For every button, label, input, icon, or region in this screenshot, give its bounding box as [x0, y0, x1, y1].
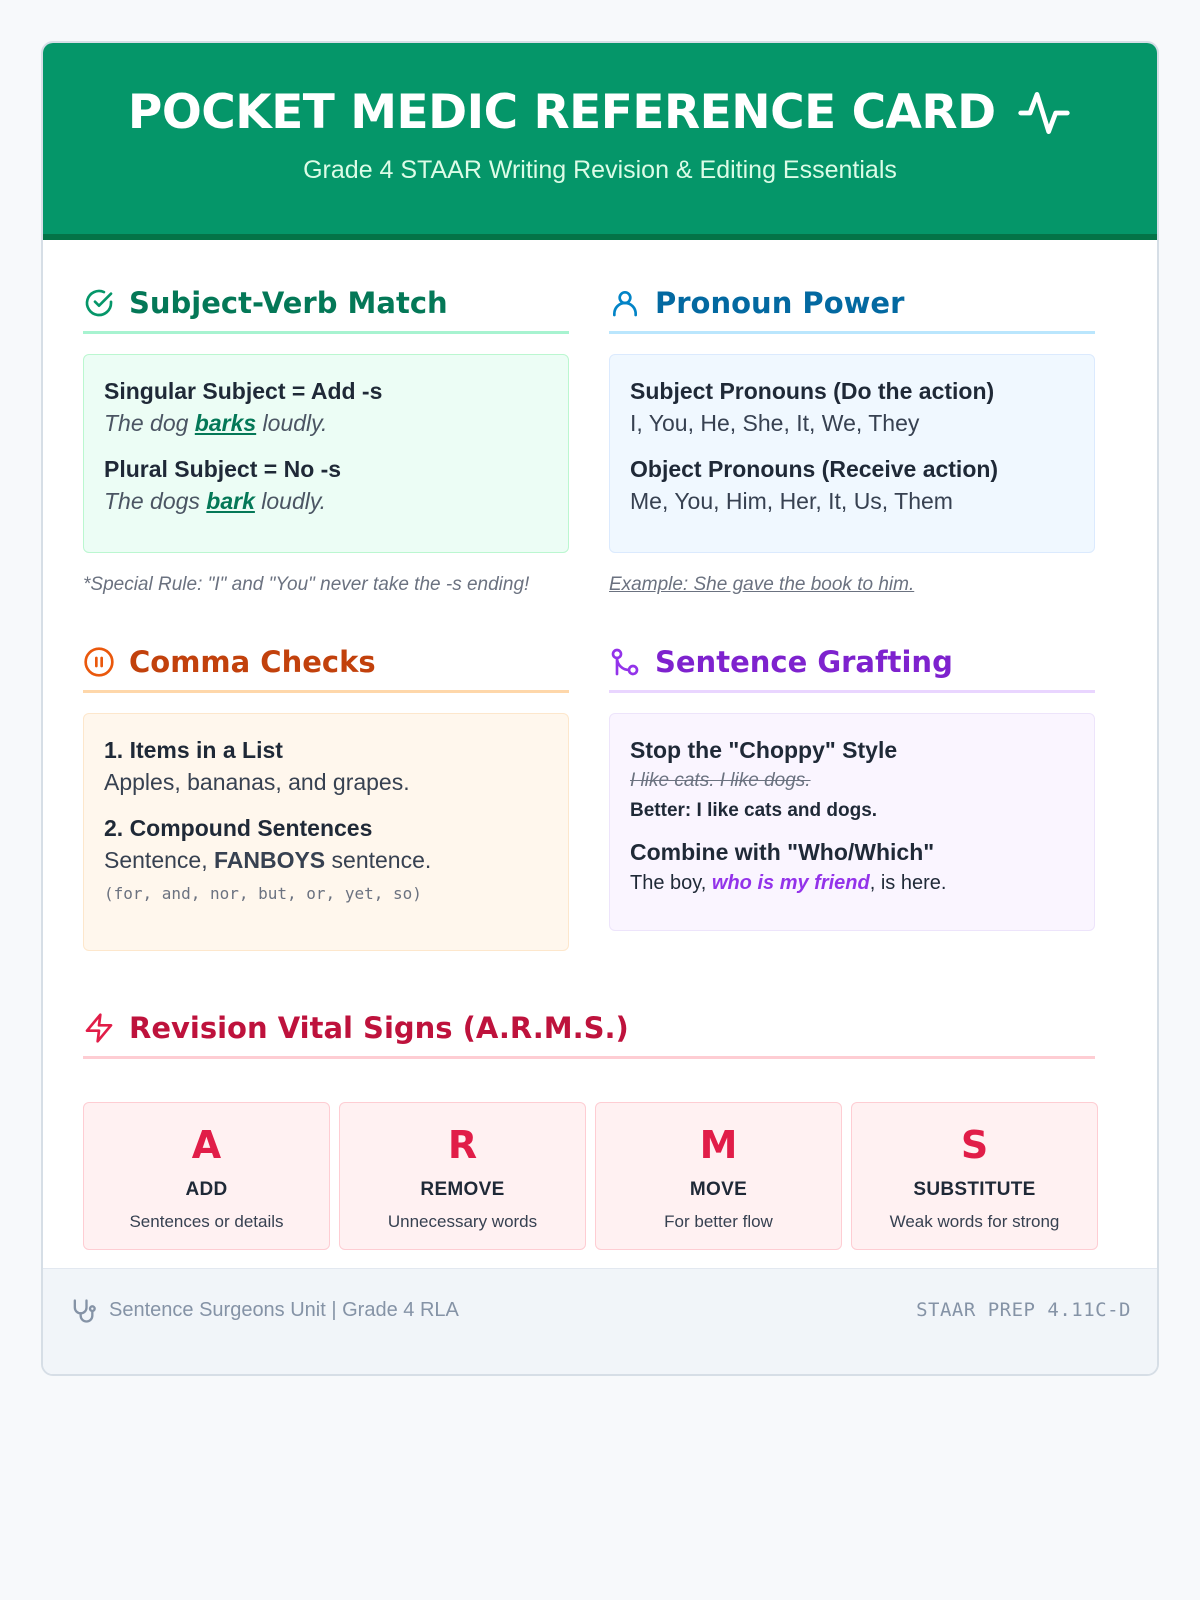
example-text: , is here.	[869, 872, 947, 894]
arms-desc: Weak words for strong	[889, 1212, 1060, 1231]
footer-code: STAAR PREP 4.11C-D	[916, 1299, 1131, 1321]
arms-item-move	[595, 1102, 842, 1250]
example-text: Sentence,	[104, 847, 214, 873]
arms-desc: For better flow	[664, 1212, 773, 1231]
pronoun-list: Me, You, Him, Her, It, Us, Them	[630, 488, 953, 514]
fanboys-list: (for, and, nor, but, or, yet, so)	[104, 884, 422, 903]
lightning-icon	[83, 1012, 115, 1044]
example-sentence	[104, 844, 548, 876]
arms-letter: S	[960, 1123, 989, 1167]
arms-item-substitute	[851, 1102, 1098, 1250]
example-text: loudly.	[254, 488, 327, 514]
pulse-icon	[1016, 85, 1072, 141]
combine-example	[630, 868, 1074, 898]
example-sentence	[104, 407, 548, 439]
relative-clause: who is my friend	[711, 872, 870, 894]
section-title-pronoun	[609, 283, 1095, 323]
stethoscope-icon	[69, 1297, 97, 1325]
footer-left-text: Sentence Surgeons Unit | Grade 4 RLA	[109, 1299, 459, 1321]
section-heading: Revision Vital Signs (A.R.M.S.)	[129, 1011, 629, 1045]
arms-name: REMOVE	[420, 1179, 505, 1200]
arms-item-remove	[339, 1102, 586, 1250]
section-title-grafting	[609, 642, 1095, 682]
example-text: sentence.	[325, 847, 432, 873]
fanboys-label: FANBOYS	[213, 847, 326, 873]
pause-circle-icon	[83, 646, 115, 678]
check-circle-icon	[83, 287, 115, 319]
arms-desc: Sentences or details	[129, 1212, 284, 1231]
page-subtitle: Grade 4 STAAR Writing Revision & Editing Essentials	[303, 156, 897, 184]
example-text: The dogs	[104, 488, 207, 514]
rule-heading: 2. Compound Sentences	[104, 815, 373, 841]
arms-letter: A	[191, 1123, 222, 1167]
section-heading: Subject-Verb Match	[129, 286, 448, 320]
example-sentence	[104, 485, 548, 517]
card-header	[43, 43, 1157, 240]
arms-name: SUBSTITUTE	[913, 1179, 1036, 1200]
user-icon	[609, 287, 641, 319]
rule-heading: 1. Items in a List	[104, 737, 283, 763]
highlighted-verb: barks	[194, 410, 257, 436]
section-divider	[83, 690, 569, 693]
rule-heading: Object Pronouns (Receive action)	[630, 456, 999, 482]
section-heading: Sentence Grafting	[655, 645, 953, 679]
subject-verb-box	[83, 354, 569, 553]
section-divider	[609, 331, 1095, 334]
rule-heading: Plural Subject = No -s	[104, 456, 342, 482]
arms-item-add	[83, 1102, 330, 1250]
special-rule-note: *Special Rule: "I" and "You" never take the -s ending!	[83, 574, 530, 595]
arms-desc: Unnecessary words	[387, 1212, 538, 1231]
better-example: Better: I like cats and dogs.	[630, 800, 878, 821]
choppy-example: I like cats. I like dogs.	[630, 770, 811, 791]
header-title-row	[43, 83, 1157, 143]
section-divider	[609, 690, 1095, 693]
section-heading: Pronoun Power	[655, 286, 905, 320]
section-heading: Comma Checks	[129, 645, 376, 679]
pronoun-example-note: Example: She gave the book to him.	[609, 574, 915, 595]
arms-name: MOVE	[689, 1179, 748, 1200]
pronoun-box	[609, 354, 1095, 553]
rule-heading: Stop the "Choppy" Style	[630, 737, 898, 763]
example-sentence: Apples, bananas, and grapes.	[104, 769, 410, 795]
comma-box	[83, 713, 569, 951]
arms-letter: R	[447, 1123, 478, 1167]
section-title-comma	[83, 642, 569, 682]
arms-letter: M	[699, 1123, 738, 1167]
section-title-subject-verb	[83, 283, 569, 323]
section-divider	[83, 1056, 1095, 1059]
example-text: The dog	[104, 410, 195, 436]
page-title: POCKET MEDIC REFERENCE CARD	[127, 85, 996, 140]
grafting-box	[609, 713, 1095, 931]
rule-heading: Combine with "Who/Which"	[630, 839, 935, 865]
section-divider	[83, 331, 569, 334]
section-title-arms	[83, 1008, 1095, 1048]
git-merge-icon	[609, 646, 641, 678]
example-text: loudly.	[256, 410, 328, 436]
card-footer	[43, 1268, 1157, 1374]
reference-card	[41, 41, 1159, 1376]
example-text: The boy,	[630, 872, 712, 894]
pronoun-list: I, You, He, She, It, We, They	[630, 410, 920, 436]
arms-name: ADD	[185, 1179, 228, 1200]
rule-heading: Subject Pronouns (Do the action)	[630, 378, 995, 404]
rule-heading: Singular Subject = Add -s	[104, 378, 383, 404]
highlighted-verb: bark	[206, 488, 255, 514]
